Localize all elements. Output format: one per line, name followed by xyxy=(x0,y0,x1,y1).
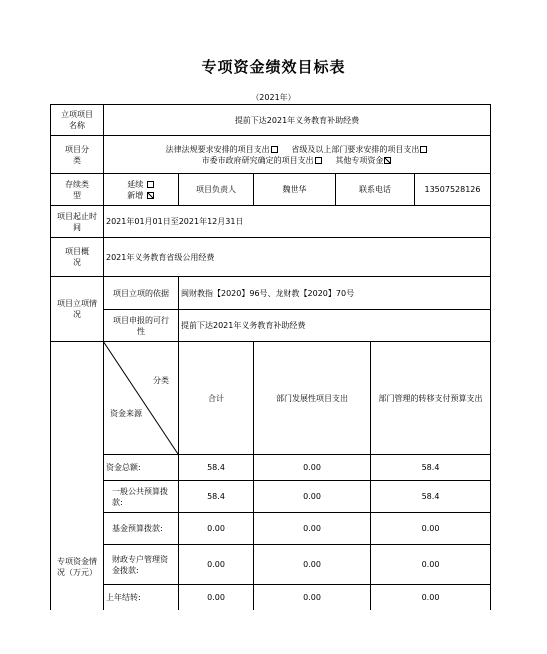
basis-value: 闽财教指【2020】96号、龙财教【2020】70号 xyxy=(181,288,355,298)
overview-label: 项目概况 xyxy=(65,247,89,267)
category-option-municipal[interactable]: 市委市政府研究确定的项目支出 xyxy=(202,156,323,165)
funding-cell: 58.4 xyxy=(207,463,225,472)
phone-label: 联系电话 xyxy=(359,185,391,194)
funding-cell: 0.00 xyxy=(303,463,321,472)
funding-cell: 0.00 xyxy=(421,593,440,602)
diag-top-label: 分类 xyxy=(153,375,169,385)
period-value: 2021年01月01日至2021年12月31日 xyxy=(106,217,244,226)
funding-cell: 0.00 xyxy=(421,560,440,569)
checked-checkbox-icon[interactable] xyxy=(147,192,154,199)
project-name-label: 立项项目名称 xyxy=(61,110,93,130)
basis-label: 项目立项的依据 xyxy=(113,288,169,298)
diag-bottom-label: 资金来源 xyxy=(110,408,142,418)
continuation-label: 存续类型 xyxy=(65,179,89,200)
project-category-label: 项目分类 xyxy=(65,144,89,165)
project-category-options xyxy=(104,136,490,173)
category-option-other[interactable]: 其他专项资金 xyxy=(335,156,392,165)
establishment-label: 项目立项情况 xyxy=(57,299,97,319)
funding-row-label: 基金预算拨款: xyxy=(112,524,163,533)
funding-row-label: 财政专户管理资金拨款: xyxy=(112,554,168,575)
funding-cell: 0.00 xyxy=(303,492,321,501)
period-label: 项目起止时间 xyxy=(57,211,97,232)
column-header-dept-dev: 部门发展性项目支出 xyxy=(276,393,348,403)
checkbox-icon[interactable] xyxy=(420,146,427,153)
column-header-total: 合计 xyxy=(208,393,224,403)
document-title: 专项资金绩效目标表 xyxy=(201,58,346,76)
owner-value: 魏世华 xyxy=(282,185,307,194)
funding-cell: 0.00 xyxy=(207,524,225,533)
overview-value: 2021年义务教育省级公用经费 xyxy=(106,252,215,262)
checkbox-icon[interactable] xyxy=(271,146,278,153)
funding-cell: 0.00 xyxy=(303,593,321,602)
funding-cell: 58.4 xyxy=(207,492,225,501)
funding-cell: 0.00 xyxy=(303,560,321,569)
checkbox-icon[interactable] xyxy=(147,181,154,188)
funding-cell: 0.00 xyxy=(207,593,225,602)
funding-cell: 58.4 xyxy=(421,492,440,501)
feasibility-value: 提前下达2021年义务教育补助经费 xyxy=(181,321,306,330)
column-header-transfer: 部门管理的转移支付预算支出 xyxy=(378,393,483,403)
funding-row-label: 一般公共预算拨款: xyxy=(112,486,168,507)
project-name-value: 提前下达2021年义务教育补助经费 xyxy=(234,115,360,125)
funding-cell: 58.4 xyxy=(421,463,440,472)
category-option-legal[interactable]: 法律法规要求安排的项目支出 xyxy=(166,145,279,154)
continuation-options xyxy=(104,174,178,205)
funding-cell: 0.00 xyxy=(303,524,321,533)
checked-checkbox-icon[interactable] xyxy=(384,157,391,164)
checkbox-icon[interactable] xyxy=(315,157,322,164)
diagonal-divider xyxy=(103,341,178,454)
performance-table xyxy=(50,104,490,610)
funding-row-label: 资金总额: xyxy=(106,463,141,472)
funding-cell: 0.00 xyxy=(207,560,225,569)
funding-row-label: 上年结转: xyxy=(106,593,141,602)
continuation-option-existing[interactable]: 延续 xyxy=(127,179,155,190)
funding-label: 专项资金情况（万元） xyxy=(57,557,97,577)
owner-label: 项目负责人 xyxy=(196,185,236,194)
year-label: （2021年） xyxy=(251,93,296,102)
phone-value: 13507528126 xyxy=(424,185,481,194)
funding-cell: 0.00 xyxy=(421,524,440,533)
category-option-provincial[interactable]: 省级及以上部门要求安排的项目支出 xyxy=(291,145,428,154)
feasibility-label: 项目申报的可行性 xyxy=(113,315,169,336)
continuation-option-new[interactable]: 新增 xyxy=(127,190,155,201)
